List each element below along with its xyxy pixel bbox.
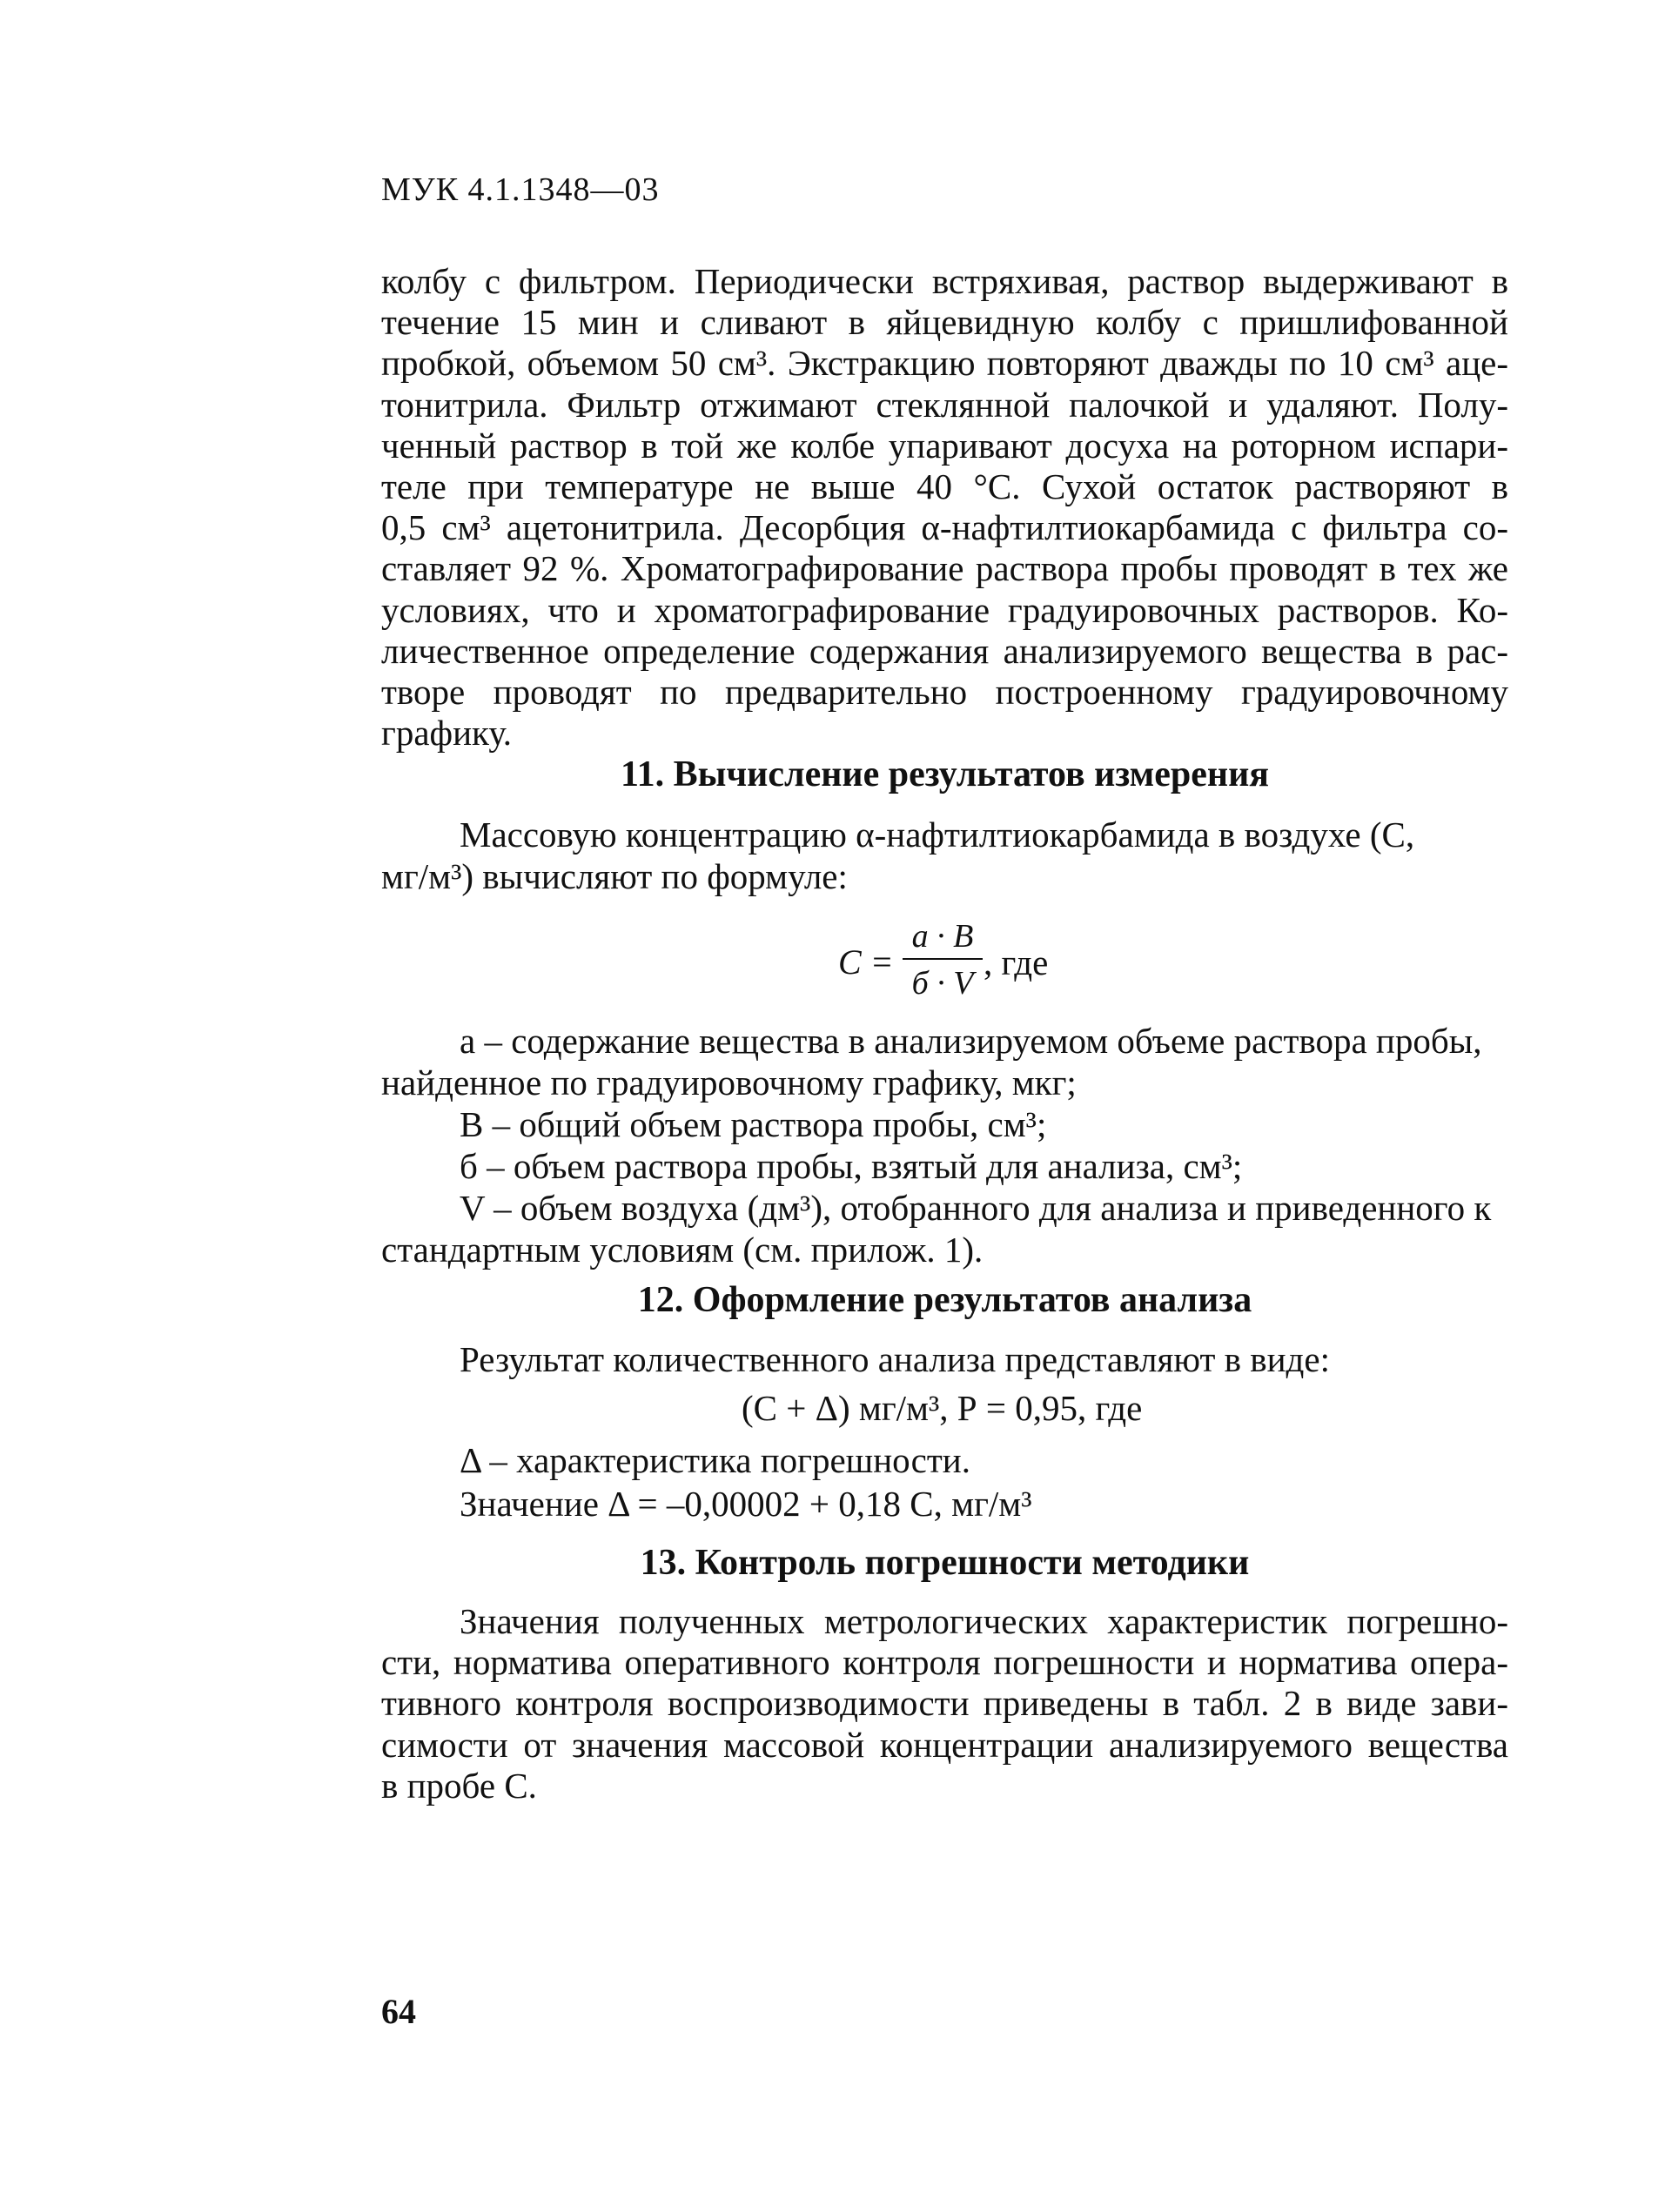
- formula-denominator: б · V: [911, 965, 974, 1002]
- text-line: условиях, что и хроматографирование градуировочных растворов. Ко-: [381, 589, 1508, 630]
- section-12-heading: 12. Оформление результатов анализа: [637, 1280, 1252, 1320]
- section-11-heading: 11. Вычисление результатов измерения: [620, 754, 1269, 794]
- text-line: 0,5 см³ ацетонитрила. Десорбция α-нафтилтиокарбамида с фильтра со-: [381, 507, 1508, 548]
- document-header: МУК 4.1.1348—03: [381, 171, 660, 208]
- section-12-line: Значение Δ = –0,00002 + 0,18 С, мг/м³: [460, 1484, 1032, 1524]
- paragraph-continuation: [381, 261, 1508, 754]
- text-line: симости от значения массовой концентрации анализируемого вещества: [381, 1724, 1508, 1765]
- section-13-heading: 13. Контроль погрешности методики: [640, 1543, 1250, 1583]
- text-line: тивного контроля воспроизводимости приведены в табл. 2 в виде зави-: [381, 1683, 1508, 1724]
- section-12-line: Результат количественного анализа представляют в виде:: [460, 1339, 1330, 1379]
- section-12-line: Δ – характеристика погрешности.: [460, 1440, 970, 1480]
- page-number: 64: [381, 1992, 416, 2031]
- text-line: тонитрила. Фильтр отжимают стеклянной палочкой и удаляют. Полу-: [381, 384, 1508, 425]
- text-line: ченный раствор в той же колбе упаривают досуха на роторном испари-: [381, 425, 1508, 466]
- text-line: графику.: [381, 713, 513, 754]
- section-12-formula: (С + Δ) мг/м³, Р = 0,95, где: [742, 1388, 1143, 1428]
- definition-v: V – объем воздуха (дм³), отобранного для анализа и приведенного к: [460, 1188, 1492, 1228]
- formula-numerator: а · В: [911, 918, 974, 955]
- section-11-intro-line: Массовую концентрацию α-нафтилтиокарбамида в воздухе (С,: [460, 814, 1415, 855]
- text-line: Значения полученных метрологических характеристик погрешно-: [460, 1601, 1508, 1641]
- text-line: колбу с фильтром. Периодически встряхивая, раствор выдерживают в: [381, 261, 1508, 301]
- text-line: личественное определение содержания анализируемого вещества в рас-: [381, 630, 1508, 671]
- fraction-bar: [903, 958, 983, 960]
- text-line: течение 15 мин и сливают в яйцевидную колбу с пришлифованной: [381, 302, 1508, 343]
- text-line: творе проводят по предварительно построенному градуировочному: [381, 672, 1508, 713]
- definition-v-cont: стандартным условиям (см. прилож. 1).: [381, 1230, 984, 1270]
- section-13-paragraph: [381, 1601, 1508, 1806]
- formula-tail: , где: [984, 942, 1049, 982]
- text-line: сти, норматива оперативного контроля погрешности и норматива опера-: [381, 1642, 1508, 1683]
- definition-bb: б – объем раствора пробы, взятый для анализа, см³;: [460, 1146, 1243, 1186]
- text-line: ставляет 92 %. Хроматографирование раствора пробы проводят в тех же: [381, 548, 1508, 589]
- definition-b: В – общий объем раствора пробы, см³;: [460, 1104, 1047, 1144]
- definition-a: а – содержание вещества в анализируемом объеме раствора пробы,: [460, 1021, 1482, 1061]
- text-line: пробкой, объемом 50 см³. Экстракцию повторяют дважды по 10 см³ аце-: [381, 343, 1508, 384]
- formula-lhs: С =: [838, 942, 894, 982]
- section-11-intro-line: мг/м³) вычисляют по формуле:: [381, 856, 848, 896]
- text-line: в пробе С.: [381, 1765, 537, 1806]
- definition-a-cont: найденное по градуировочному графику, мкг;: [381, 1062, 1077, 1103]
- text-line: теле при температуре не выше 40 °С. Сухой остаток растворяют в: [381, 466, 1508, 507]
